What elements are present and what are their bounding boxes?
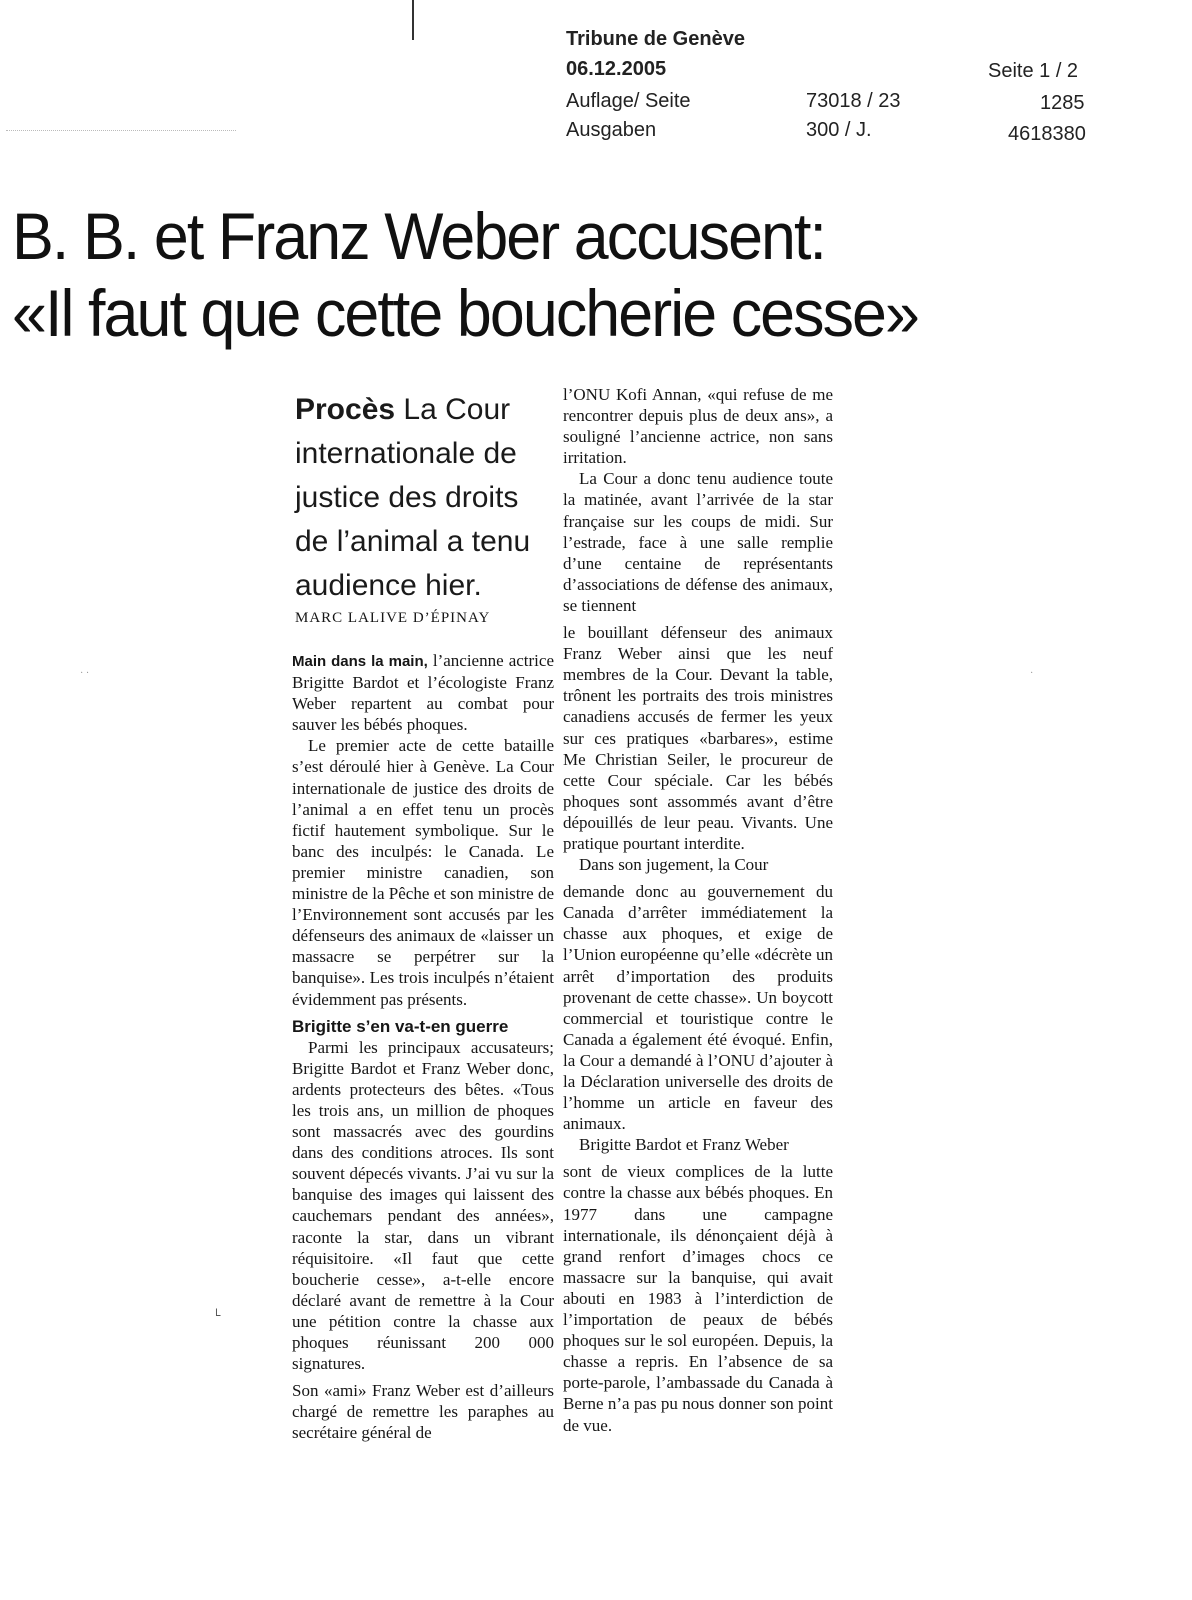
ausgaben-code: 4618380 <box>1008 123 1086 145</box>
ausgaben-label: Ausgaben <box>566 119 657 141</box>
lead-in: Main dans la main, <box>292 653 428 670</box>
publication-date: 06.12.2005 <box>566 58 667 80</box>
paragraph: Son «ami» Franz Weber est d’ailleurs chargé de remettre les paraphes au secrétaire général de <box>292 1381 554 1443</box>
byline: MARC LALIVE D’ÉPINAY <box>295 610 491 626</box>
page-indicator: Seite 1 / 2 <box>988 60 1079 82</box>
publication-name: Tribune de Genève <box>566 28 745 50</box>
auflage-label: Auflage/ Seite <box>566 90 691 112</box>
paragraph: demande donc au gouvernement du Canada d’arrêter immédiatement la chasse aux phoques, et exige de l’Union européenne qu’elle «décrète un arrêt d’importation des produits provenant de cette chasse». Un boycott commercial et touristique contre le Canada a également été évoqué. Enfin, la Cour a demandé à l’ONU d’ajouter à la Déclaration universelle des droits de l’homme un article en faveur des animaux. <box>563 882 833 1134</box>
scan-mark <box>412 0 414 40</box>
paragraph <box>292 650 554 735</box>
auflage-value: 73018 / 23 <box>806 90 901 112</box>
subheading: Brigitte s’en va-t-en guerre <box>292 1016 509 1036</box>
article-deck <box>295 388 545 608</box>
ausgaben-value: 300 / J. <box>806 119 872 141</box>
paragraph: le bouillant défenseur des animaux Franz Weber ainsi que les neuf membres de la Cour. Devant la table, trônent les portraits des trois ministres canadiens accusés de fermer les yeux sur ces pratiques «barbares», estime Me Christian Seiler, le procureur de cette Cour spéciale. Car les bébés phoques sont assommés avant d’être dépouillés de leur peau. Vivants. Une pratique pourtant interdite. <box>563 623 833 853</box>
headline-line-1: B. B. et Franz Weber accusent: <box>12 199 826 273</box>
deck-keyword: Procès <box>295 393 396 426</box>
paragraph: l’ONU Kofi Annan, «qui refuse de me rencontrer depuis plus de deux ans», a souligné l’ancienne actrice, non sans irritation. <box>563 385 833 468</box>
auflage-code: 1285 <box>1040 92 1085 114</box>
paragraph: Le premier acte de cette bataille s’est déroulé hier à Genève. La Cour internationale de justice des droits de l’animal a en effet tenu un procès fictif hautement symbolique. Sur le banc des inculpés: le Canada. Le premier ministre canadien, son ministre de la Pêche et son ministre de l’Environnement sont accusés par les défenseurs des animaux de «laisser un massacre se perpétrer sur la banquise». Les trois inculpés n’étaient évidemment pas présents. <box>292 736 555 1009</box>
article-column-2 <box>563 384 833 1436</box>
headline-line-2: «Il faut que cette boucherie cesse» <box>12 276 919 350</box>
article-column-1 <box>292 650 554 1443</box>
paragraph: La Cour a donc tenu audience toute la matinée, avant l’arrivée de la star française sur les coups de midi. Sur l’estrade, face à une salle remplie d’une centaine de représentants d’associations de défense des animaux, se tiennent <box>563 469 833 615</box>
deck-text: La Cour internationale de justice des droits de l’animal a tenu audience hier. <box>295 393 531 602</box>
scan-dot: · <box>1030 668 1034 679</box>
scan-speckle <box>6 130 236 132</box>
scan-dot: ᒪ <box>215 1308 221 1319</box>
paragraph-text: l’ancienne actrice Brigitte Bardot et l’écologiste Franz Weber repartent au combat pour sauver les bébés phoques. <box>292 651 554 735</box>
paragraph: sont de vieux complices de la lutte contre la chasse aux bébés phoques. En 1977 dans une campagne internationale, ils dénonçaient déjà à grand renfort d’images chocs ce massacre sur la banquise, qui avait abouti en 1983 à l’interdiction de l’importation de peaux de bébés phoques sur le sol européen. Depuis, la chasse a repris. En l’absence de sa porte-parole, l’ambassade du Canada à Berne n’a pas pu nous donner son point de vue. <box>563 1162 833 1435</box>
paragraph: Brigitte Bardot et Franz Weber <box>579 1135 789 1155</box>
paragraph: Parmi les principaux accusateurs; Brigitte Bardot et Franz Weber donc, ardents protecteurs des bêtes. «Tous les trois ans, un million de phoques sont massacrés avec des gourdins dans des conditions atroces. Ils sont souvent dépecés vivants. J’ai vu sur la banquise des images qui laissent des cauchemars pendant des années», raconte la star, dans un vibrant réquisitoire. «Il faut que cette boucherie cesse», a-t-elle encore déclaré avant de remettre à la Cour une pétition contre la chasse aux phoques réunissant 200 000 signatures. <box>292 1037 554 1374</box>
paragraph: Dans son jugement, la Cour <box>579 855 769 875</box>
headline <box>12 198 1129 352</box>
scan-dot: · · <box>80 668 90 679</box>
